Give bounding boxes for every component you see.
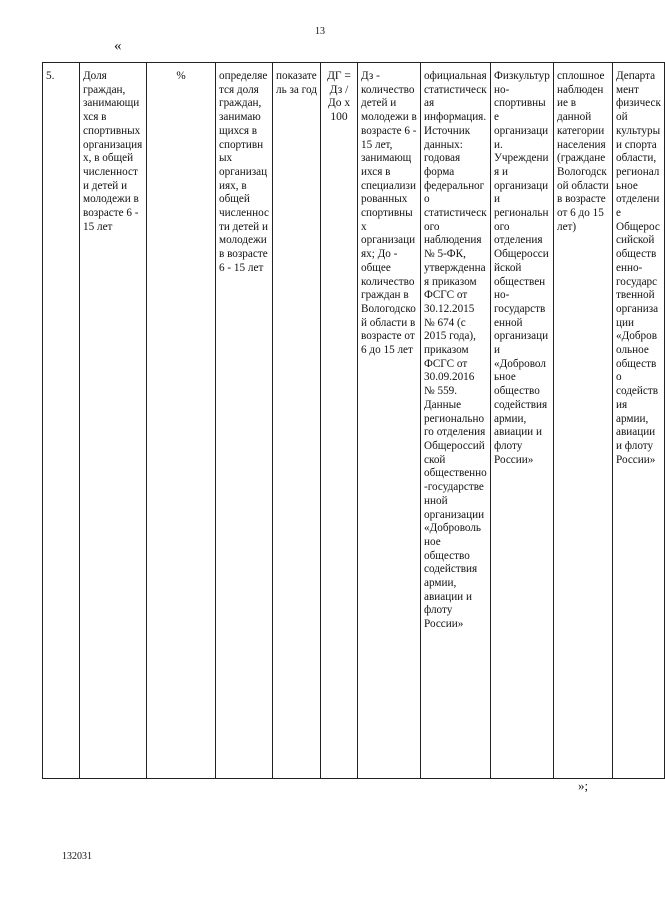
row-number-cell: 5. <box>43 63 80 779</box>
closing-quote-mark: »; <box>578 778 589 793</box>
document-code: 132031 <box>62 851 92 862</box>
periodicity-cell: показатель за год <box>273 63 321 779</box>
indicator-table <box>42 62 665 779</box>
definition-cell: определяется доля граждан, занимающихся в спортивных организациях, в общей численности детей и молодежи в возрасте 6 - 15 лет <box>216 63 273 779</box>
observation-method-cell: сплошное наблюдение в данной категории населения (граждане Вологодской области в возрасте от 6 до 15 лет) <box>554 63 613 779</box>
indicator-name-cell: Доля граждан, занимающихся в спортивных организациях, в общей численности детей и молодежи в возрасте 6 - 15 лет <box>80 63 147 779</box>
respondents-cell: Физкультурно-спортивные организации. Учреждения и организации регионального отделения Общероссийской общественно-государственной организации «Добровольное общество содействия армии, авиации и флоту России» <box>491 63 554 779</box>
data-source-cell: официальная статистическая информация. Источник данных: годовая форма федерального статистического наблюдения № 5-ФК, утвержденная приказом ФСГС от 30.12.2015 № 674 (с 2015 года), приказом ФСГС от 30.09.2016 № 559. Данные регионального отделения Общероссийской общественно-государственной организации «Добровольное общество содействия армии, авиации и флоту России» <box>421 63 491 779</box>
responsible-body-cell: Департамент физической культуры и спорта области, региональное отделение Общероссийской общественно-государственной организации «Добровольное общество содействия армии, авиации и флоту России» <box>613 63 665 779</box>
unit-cell: % <box>147 63 216 779</box>
formula-cell: ДГ = Дз / До х 100 <box>321 63 358 779</box>
table-row <box>43 63 665 779</box>
page-number: 13 <box>315 26 325 37</box>
variables-cell: Дз - количество детей и молодежи в возрасте 6 - 15 лет, занимающихся в специализированных спортивных организациях; До - общее количество граждан в Вологодской области в возрасте от 6 до 15 лет <box>358 63 421 779</box>
opening-quote-mark: « <box>114 38 122 54</box>
